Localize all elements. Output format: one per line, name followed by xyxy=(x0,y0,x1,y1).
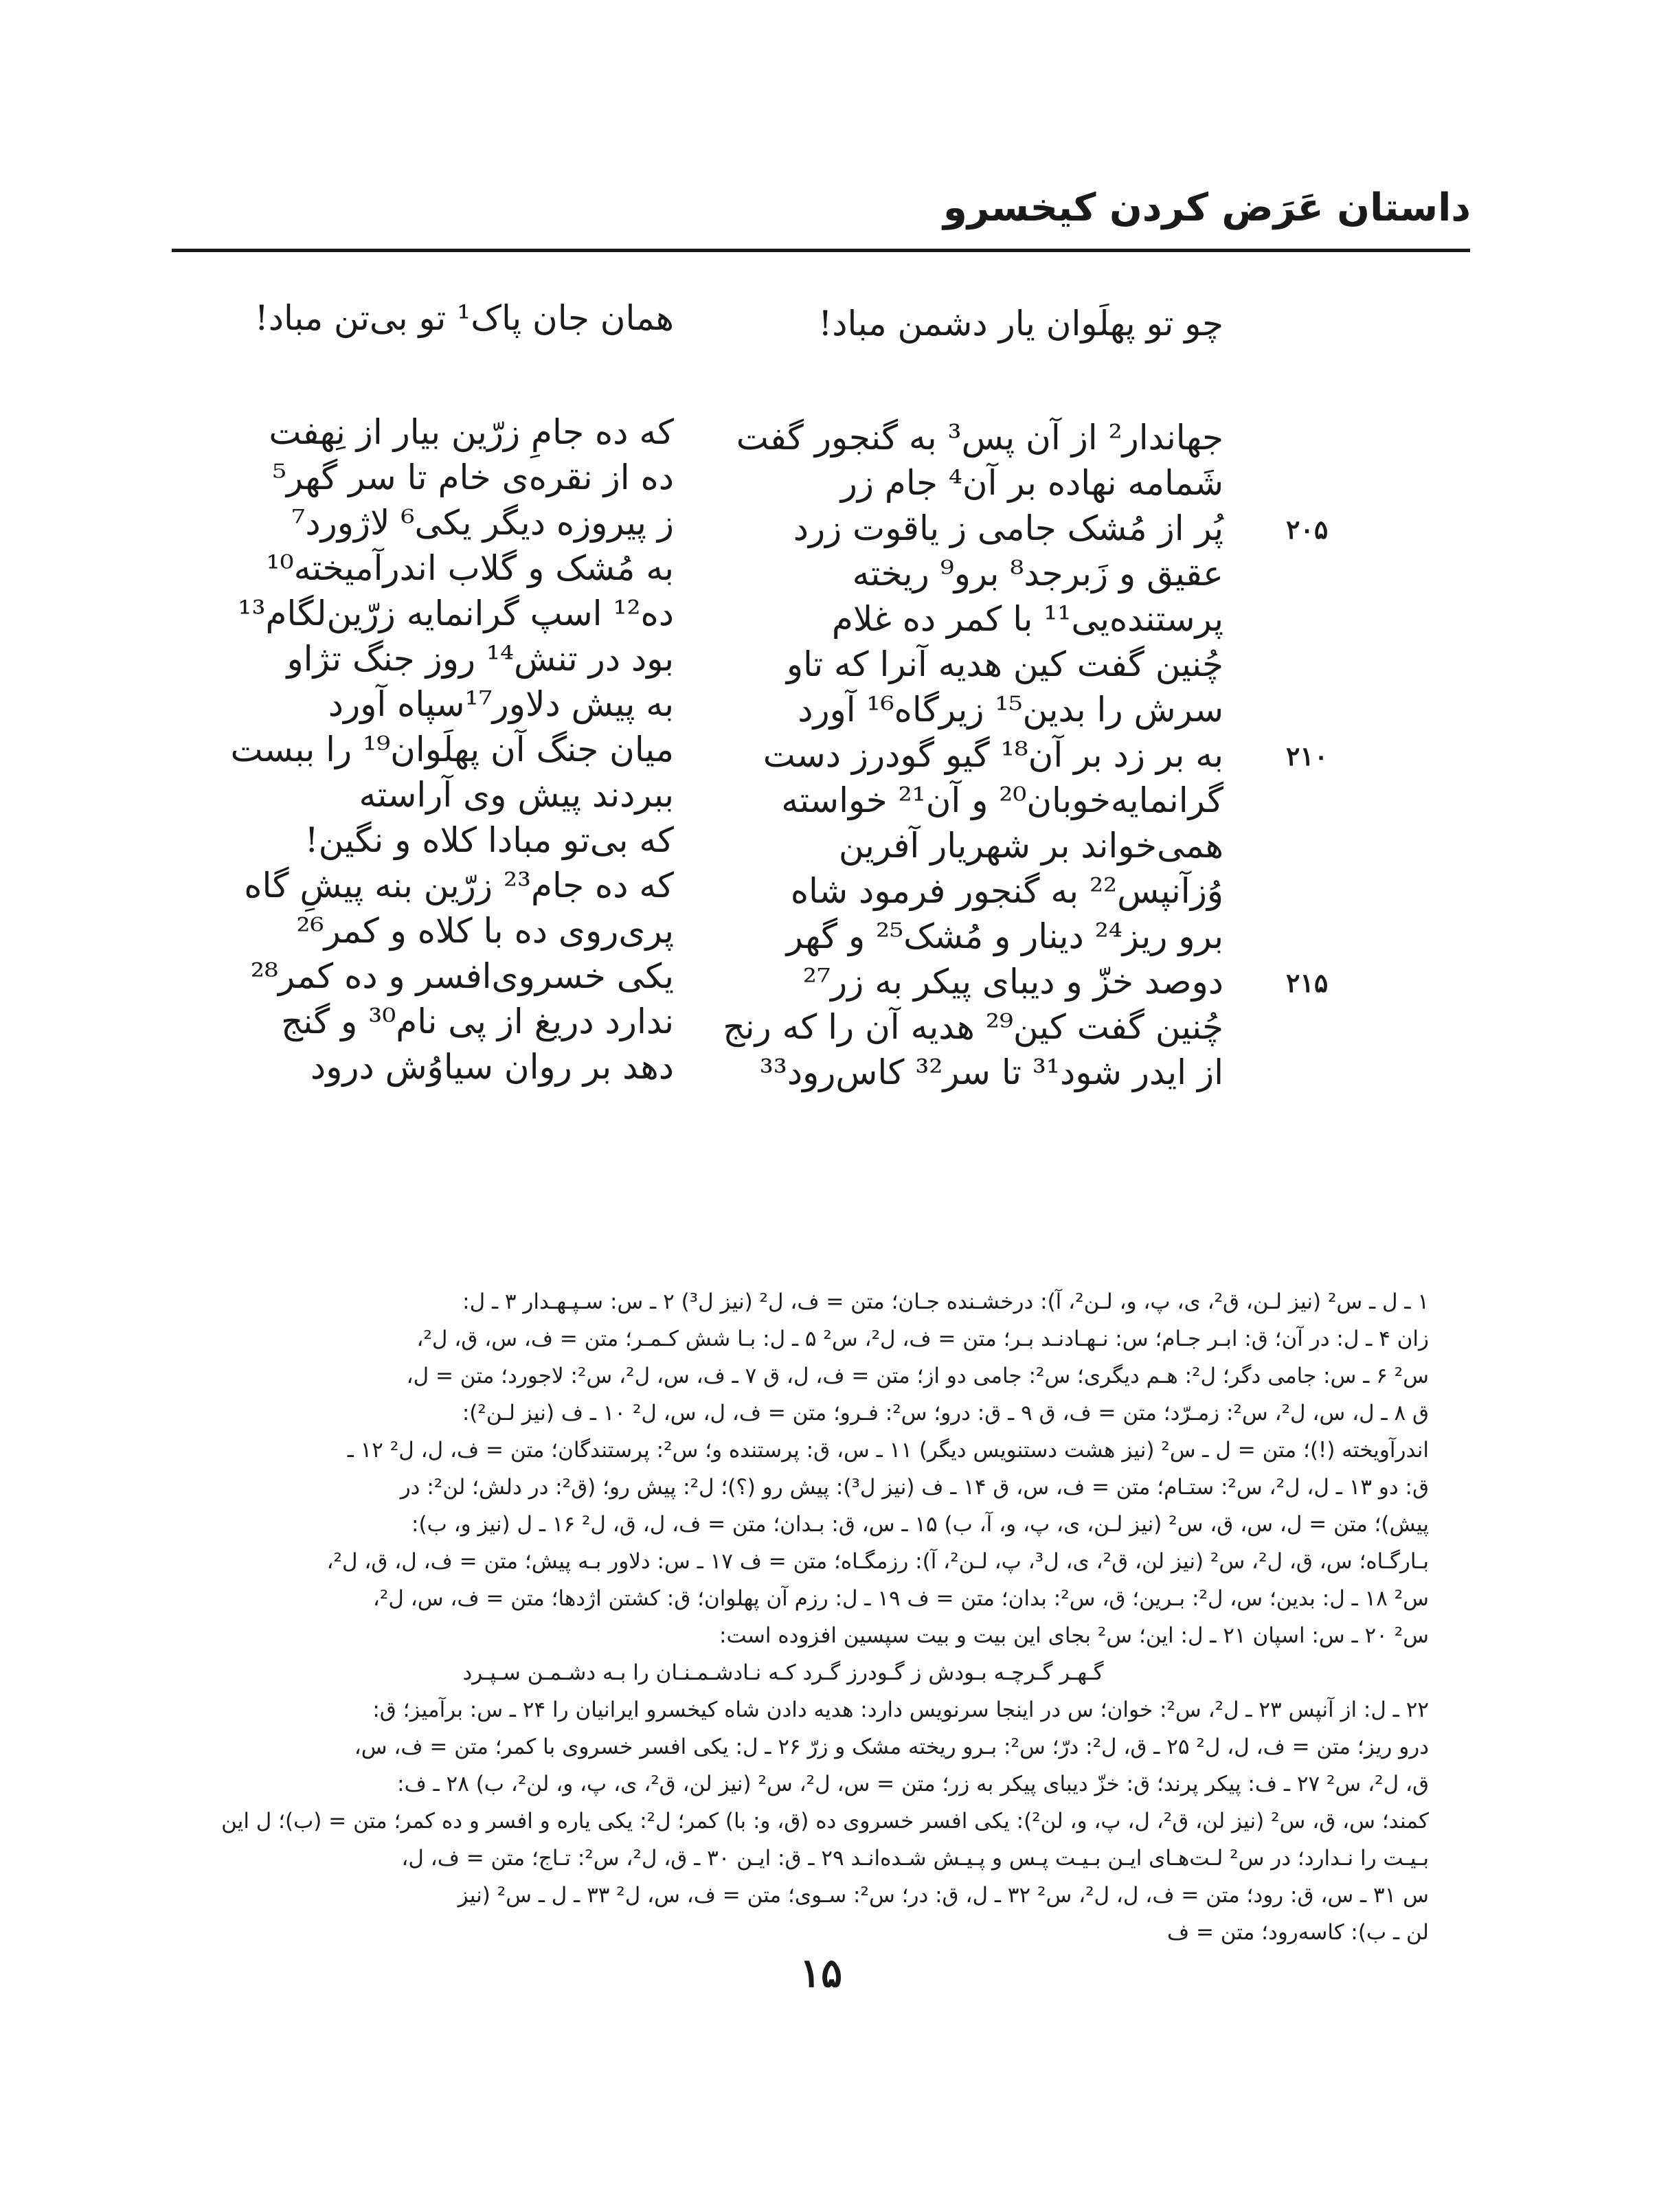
verse-number: ۲۰۵ xyxy=(1286,514,1329,545)
apparatus-line: ق: دو ۱۳ ـ ل، ل²، س²: ستـام؛ متن = ف، س، ق ۱۴ ـ ف (نیز ل³): پیش رو (؟)؛ ل²: پیش رو؛ (ق²: در دلش؛ لن²: در xyxy=(400,1475,1429,1500)
apparatus-line: س² ۱۸ ـ ل: بدین؛ س، ل²: بـرین؛ ق، س²: بدان؛ متن = ف ۱۹ ـ ل: رزم آن پهلوان؛ ق: کشتن اژدها؛ متن = ف، س، ل²، xyxy=(372,1586,1429,1611)
header-rule xyxy=(172,249,1470,252)
verse-hemistich-left: پری‌روی ده با کلاه و کمر²⁶ xyxy=(296,911,674,951)
verse-hemistich-right: به بر زد بر آن¹⁸ گیو گودرز دست xyxy=(763,735,1223,775)
apparatus-line: ۲۲ ـ ل: از آنپس ۲۳ ـ ل²، س²: خوان؛ س در اینجا سرنویس دارد: هدیه دادن شاه کیخسرو ایرانیان را ۲۴ ـ س: برآمیز؛ ق: xyxy=(372,1697,1429,1722)
verse-hemistich-left: ببردند پیش وی آراسته xyxy=(359,775,674,815)
verse-hemistich-right: دوصد خزّ و دیبای پیکر به زر²⁷ xyxy=(802,962,1223,1002)
verse-hemistich-left: ده از نقره‌ی خام تا سر گهر⁵ xyxy=(272,458,674,497)
verse-hemistich-left: بود در تنش¹⁴ روز جنگ تژاو xyxy=(286,639,674,679)
verse-hemistich-left: یکی خسروی‌افسر و ده کمر²⁸ xyxy=(250,956,674,996)
opening-hemistich-right xyxy=(818,301,1223,346)
apparatus-line: س ۳۱ ـ س، ق: رود؛ متن = ف، ل، ل²، س² ۳۲ ـ ل، ق: در؛ س²: سـوی؛ متن = ف، س، ل² ۳۳ ـ ل ـ س² (نیز xyxy=(458,1883,1429,1908)
apparatus-line: لن ـ ب): کاسه‌رود؛ متن = ف xyxy=(1166,1920,1429,1945)
apparatus-line: بـارگـاه؛ س، ق، ل²، س² (نیز لن، ق²، ی، ل³، پ، لـن²، آ): رزمگـاه؛ متن = ف ۱۷ ـ س: دلاور بـه پیش؛ متن = ف، ل، ق، ل²، xyxy=(326,1549,1429,1574)
apparatus-line: پیش)؛ متن = ل، س، ق، س² (نیز لـن، ی، پ، و، آ، ب) ۱۵ ـ س، ق: بـدان؛ متن = ف، ل، ق، ل² ۱۶ ـ ل (نیز و، ب): xyxy=(411,1512,1429,1537)
verse-hemistich-right: چُنین گفت کین هدیه آنرا که تاو xyxy=(786,644,1223,684)
verse-hemistich-right: همی‌خواند بر شهریار آفرین xyxy=(838,826,1223,866)
verse-hemistich-right: جهاندار² از آن پس³ به گنجور گفت xyxy=(736,418,1223,458)
apparatus-line: س² ۲۰ ـ س: اسپان ۲۱ ـ ل: این؛ س² بجای این بیت و بیت سپسین افزوده است: xyxy=(719,1623,1429,1648)
apparatus-line: زان ۴ ـ ل: در آن؛ ق: ابـر جـام؛ س: نـهـادنـد بـر؛ متن = ف، ل²، س² ۵ ـ ل: بـا شش کـمـر؛ متن = ف، س، ق، ل²، xyxy=(416,1327,1429,1351)
verse-hemistich-left: به پیش دلاور¹⁷سپاه آورد xyxy=(328,684,674,724)
verse-hemistich-left: به مُشک و گلاب اندرآمیخته¹⁰ xyxy=(266,548,674,588)
verse-hemistich-left: دهد بر روان سیاوُش درود xyxy=(310,1047,674,1087)
verse-hemistich-right: عقیق و زَبرجد⁸ برو⁹ ریخته xyxy=(852,554,1223,594)
verse-hemistich-left: که ده جام²³ زرّین بنه پیشِ گاه xyxy=(244,866,674,905)
page-number: ۱۵ xyxy=(799,1950,843,1996)
hemistich: چو تو پهلَوان یار دشمن مباد! xyxy=(818,304,1223,343)
apparatus-line: گـهـر گـرچـه بـودش ز گـودرز گـرد کـه نـادشـمـنـان را بـه دشـمـن سـپـرد xyxy=(462,1660,1104,1685)
verse-hemistich-right: از ایدر شود³¹ تا سر³² کاس‌رود³³ xyxy=(759,1052,1223,1092)
verse-hemistich-right: وُزآنپس²² به گنجور فرمود شاه xyxy=(790,871,1223,911)
opening-hemistich-left xyxy=(255,295,674,341)
verse-hemistich-right: پُر از مُشک جامی ز یاقوت زرد xyxy=(793,508,1223,548)
apparatus-line: بـیـت را نـدارد؛ در س² لـت‌هـای ایـن بـیـت پـس و پـیـش شـده‌انـد ۲۹ ـ ق: ایـن ۳۰ ـ ق، ل²، س²: تـاج؛ متن = ف، ل، xyxy=(401,1846,1429,1871)
verse-hemistich-right: چُنین گفت کین²⁹ هدیه آن را که رنج xyxy=(723,1007,1223,1047)
verse-number: ۲۱۰ xyxy=(1286,741,1329,771)
verse-hemistich-left: میان جنگ آن پهلَوان¹⁹ را ببست xyxy=(230,730,674,769)
verse-hemistich-left: ز پیروزه دیگر یکی⁶ لاژورد⁷ xyxy=(291,503,674,543)
apparatus-line: ق، ل²، س² ۲۷ ـ ف: پیکر پرند؛ ق: خزّ دیبای پیکر به زر؛ متن = س، ل²، س² (نیز لن، ق²، ی، پ، و، لن²، ب) ۲۸ ـ ف: xyxy=(397,1772,1429,1796)
hemistich: همان جان پاک¹ تو بی‌تن مباد! xyxy=(254,298,674,338)
apparatus-line: درو ریز؛ متن = ف، ل، ل² ۲۵ ـ ق، ل²: درّ؛ س²: بـرو ریخته مشک و زرّ ۲۶ ـ ل: یکی افسر خسروی با کمر؛ متن = ف، س، xyxy=(354,1735,1429,1759)
verse-number: ۲۱۵ xyxy=(1286,967,1329,998)
verse-hemistich-right: پرستنده‌یی¹¹ با کمر ده غلام xyxy=(831,599,1223,639)
verse-column-right xyxy=(723,415,1223,1095)
verse-hemistich-right: برو ریز²⁴ دینار و مُشک²⁵ و گهر xyxy=(786,916,1223,956)
apparatus-line: اندرآویخته (!)؛ متن = ل ـ س² (نیز هشت دستنویس دیگر) ۱۱ ـ س، ق: پرستنده و؛ س²: پرستندگان؛ متن = ف، ل، ل² ۱۲ ـ xyxy=(347,1438,1429,1463)
verse-hemistich-right: سرش را بدین¹⁵ زیرگاه¹⁶ آورد xyxy=(798,690,1223,730)
apparatus-line: ق ۸ ـ ل، س، ل²، س²: زمـرّد؛ متن = ف، ق ۹ ـ ق: درو؛ س²: فـرو؛ متن = ف، ل، س، ل² ۱۰ ـ ف (نیز لـن²): xyxy=(462,1401,1429,1425)
verse-hemistich-right: گرانمایه‌خوبان²⁰ و آن²¹ خواسته xyxy=(781,780,1223,820)
apparatus-line: ۱ ـ ل ـ س² (نیز لـن، ق²، ی، پ، و، لـن²، آ): درخشـنده جـان؛ متن = ف، ل² (نیز ل³) ۲ ـ س: سـپـهـدار ۳ ـ ل: xyxy=(462,1289,1429,1314)
apparatus-line: کمند؛ س، ق، س² (نیز لن، ق²، ل، پ، و، لن²): یکی افسر خسروی ده (ق، و: با) کمر؛ ل²: یکی یاره و افسر و ده کمر؛ متن = (ب)؛ ل این xyxy=(221,1809,1429,1833)
verse-hemistich-left: که بی‌تو مبادا کلاه و نگین! xyxy=(304,820,674,860)
verse-column-left xyxy=(231,409,674,1090)
critical-apparatus xyxy=(137,1283,1429,1951)
verse-hemistich-right: شَمامه نهاده بر آن⁴ جام زر xyxy=(840,463,1223,503)
verse-hemistich-left: که ده جامِ زرّین بیار از نِهفت xyxy=(269,412,674,452)
verse-hemistich-left: ندارد دریغ از پی نام³⁰ و گنج xyxy=(281,1002,674,1041)
verse-hemistich-left: ده¹² اسپ گرانمایه زرّین‌لگام¹³ xyxy=(238,594,674,633)
apparatus-line: س² ۶ ـ س: جامی دگر؛ ل²: هـم دیگری؛ س²: جامی دو از؛ متن = ف، ل، ق ۷ ـ ف، س، ل²، س²: لاجورد؛ متن = ل، xyxy=(406,1364,1429,1388)
running-title: داستان عَرَض کردن کیخسرو xyxy=(943,185,1471,230)
